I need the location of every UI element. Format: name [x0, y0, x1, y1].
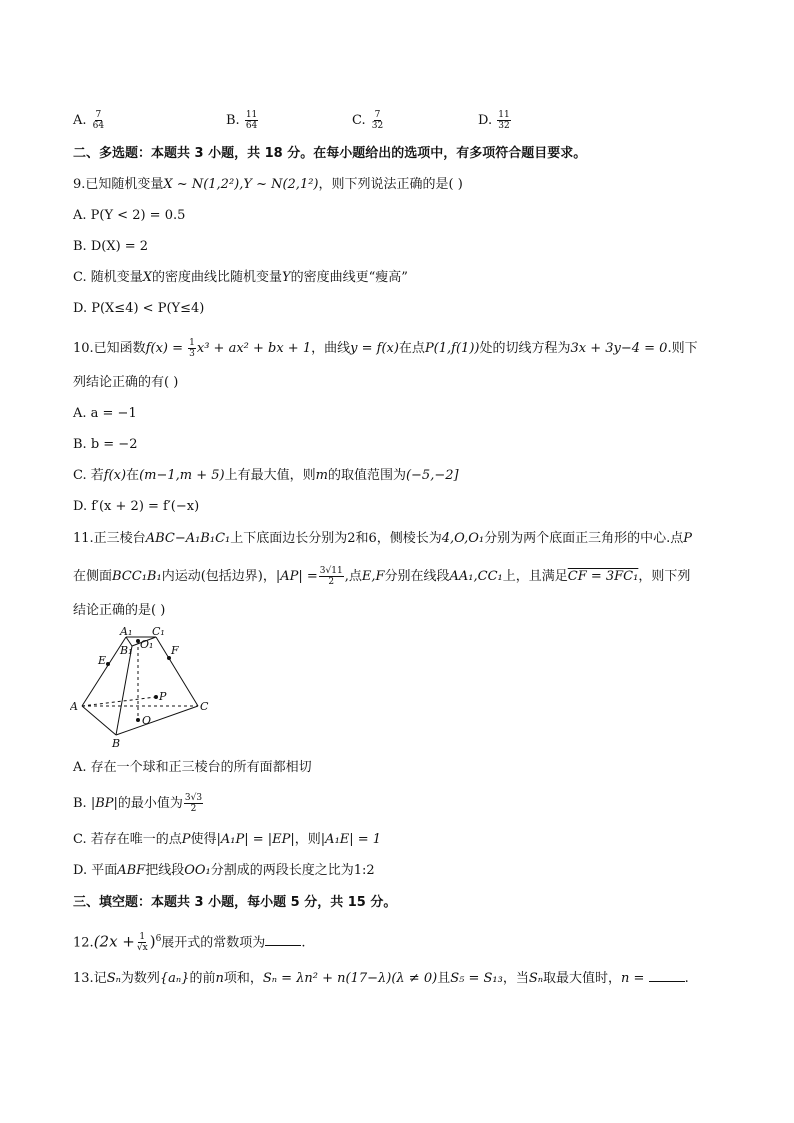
q8-option-c-fraction: $\frac{7}{32}$: [371, 110, 384, 131]
q8-option-d: D. $\frac{11}{32}$: [478, 110, 510, 131]
q10-stem-line2: 列结论正确的有( ): [73, 375, 179, 390]
label-e: E: [98, 654, 107, 667]
q10-option-b: B. b = −2: [73, 437, 138, 452]
q9-option-c: C. 随机变量X的密度曲线比随机变量Y的密度曲线更“瘦高”: [73, 270, 408, 285]
label-o: O: [142, 714, 152, 727]
q13-answer-blank[interactable]: [649, 969, 685, 982]
edge-bc: [116, 706, 198, 735]
q11-option-a: A. 存在一个球和正三棱台的所有面都相切: [73, 760, 312, 775]
q9-option-a: A. P(Y < 2) = 0.5: [73, 208, 186, 223]
q8-option-b: B. $\frac{11}{64}$: [226, 110, 258, 131]
q8-option-a: A. $\frac{7}{64}$: [73, 110, 105, 131]
q10-option-c: C. 若f(x)在(m−1,m + 5)上有最大值，则m的取值范围为(−5,−2]: [73, 468, 459, 483]
label-b1: B₁: [120, 644, 133, 657]
q11-option-b: B. |BP|的最小值为 $\frac{3√3}{2}$: [73, 793, 203, 814]
point-o: [136, 718, 140, 722]
segment-ap-hidden: [82, 697, 156, 706]
q8-option-a-fraction: $\frac{7}{64}$: [92, 110, 105, 131]
q11-option-d: D. 平面ABF把线段OO₁分割成的两段长度之比为1:2: [73, 863, 375, 878]
q8-option-c: C. $\frac{7}{32}$: [352, 110, 384, 131]
q9-option-b: B. D(X) = 2: [73, 239, 149, 254]
q12-stem: 12.(2x + $\frac{1}{√x}$ )$^6$展开式的常数项为 .: [73, 932, 306, 954]
q12-fraction: $\frac{1}{√x}$: [136, 932, 148, 954]
label-a1: A₁: [120, 625, 133, 638]
label-c1: C₁: [152, 625, 165, 638]
q8-option-d-fraction: $\frac{11}{32}$: [498, 110, 510, 131]
edge-bb1: [116, 646, 132, 735]
edge-ab: [82, 706, 116, 735]
q9-stem: 9.已知随机变量X ~ N(1,2²),Y ~ N(2,1²)，则下列说法正确的是( ): [73, 177, 463, 192]
point-e: [106, 662, 110, 666]
q8-option-b-fraction: $\frac{11}{64}$: [245, 110, 258, 131]
label-p: P: [159, 690, 167, 703]
point-p: [154, 695, 158, 699]
q13-stem: 13.记Sₙ为数列{aₙ}的前n项和，Sₙ = λn² + n(17−λ)(λ ≠ 0)且S₅ = S₁₃，当Sₙ取最大值时，n = .: [73, 971, 689, 986]
q11-stem-line1: 11.正三棱台ABC−A₁B₁C₁上下底面边长分别为2和6，侧棱长为4,O,O₁分别为两个底面正三角形的中心.点P: [73, 531, 692, 546]
frustum-figure: [70, 624, 210, 753]
label-a: A: [70, 700, 78, 713]
q9-option-d: D. P(X≤4) < P(Y≤4): [73, 301, 205, 316]
label-o1: O₁: [140, 638, 154, 651]
label-c: C: [200, 700, 209, 713]
q11-stem-line3: 结论正确的是( ): [73, 603, 166, 618]
section-3-heading: 三、填空题：本题共 3 小题，每小题 5 分，共 15 分。: [73, 895, 397, 910]
frustum-diagram: [70, 624, 210, 749]
q10-option-d: D. f′(x + 2) = f′(−x): [73, 499, 200, 514]
q12-answer-blank[interactable]: [265, 933, 301, 946]
section-2-heading: 二、多选题：本题共 3 小题，共 18 分。在每小题给出的选项中，有多项符合题目要求。: [73, 146, 587, 161]
label-b: B: [112, 737, 121, 749]
q11-stem-line2: 在侧面BCC₁B₁内运动(包括边界)，|AP| = $\frac{3√11}{2}$ ,点E,F分别在线段AA₁,CC₁上，且满足CF = 3FC₁，则下列: [73, 566, 691, 587]
q10-fraction: $\frac{1}{3}$: [189, 338, 195, 359]
q10-stem-line1: 10.已知函数f(x) = $\frac{1}{3}$ x³ + ax² + bx + 1，曲线y = f(x)在点P(1,f(1))处的切线方程为3x + 3y−4 = 0.则下: [73, 338, 698, 359]
q11-ap-fraction: $\frac{3√11}{2}$: [319, 566, 343, 587]
q10-option-a: A. a = −1: [73, 406, 137, 421]
label-f: F: [171, 644, 179, 657]
q11-bp-fraction: $\frac{3√3}{2}$: [184, 793, 203, 814]
q11-option-c: C. 若存在唯一的点P使得|A₁P| = |EP|，则|A₁E| = 1: [73, 832, 382, 847]
